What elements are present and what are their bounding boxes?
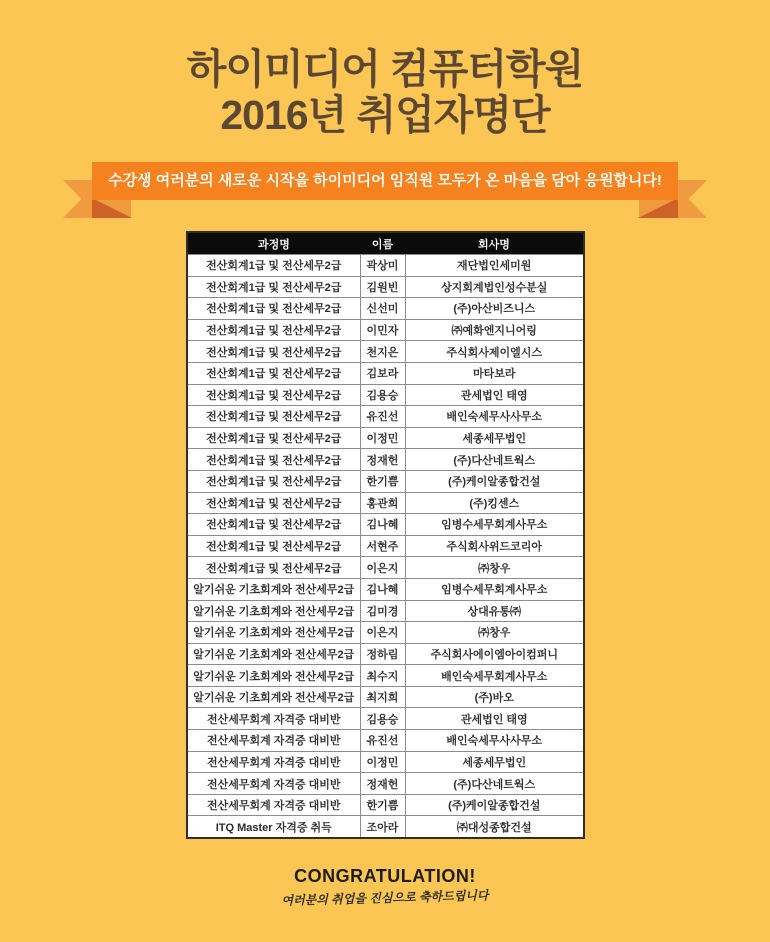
name-cell: 최수지 [360, 665, 405, 687]
course-cell: 전산세무회계 자격증 대비반 [187, 773, 360, 795]
company-cell: 배인숙세무회계사무소 [405, 665, 584, 687]
company-cell: 주식회사에이엠아이컴퍼니 [405, 643, 584, 665]
name-cell: 김나혜 [360, 514, 405, 536]
employment-table [186, 231, 585, 839]
company-cell: ㈜창우 [405, 557, 584, 579]
company-cell: 재단법인세미원 [405, 255, 584, 277]
congratulation-title: CONGRATULATION! [294, 866, 476, 886]
course-cell: 전산세무회계 자격증 대비반 [187, 708, 360, 730]
name-cell: 김나혜 [360, 578, 405, 600]
company-cell: 관세법인 태영 [405, 708, 584, 730]
name-cell: 김원빈 [360, 276, 405, 298]
table-row [187, 492, 584, 514]
table-row [187, 449, 584, 471]
course-cell: 알기쉬운 기초회계와 전산세무2급 [187, 643, 360, 665]
table-row [187, 514, 584, 536]
table-row [187, 535, 584, 557]
course-cell: 전산회계1급 및 전산세무2급 [187, 514, 360, 536]
company-cell: 주식회사위드코리아 [405, 535, 584, 557]
course-cell: 알기쉬운 기초회계와 전산세무2급 [187, 578, 360, 600]
congratulation-block [0, 866, 770, 906]
name-cell: 천지은 [360, 341, 405, 363]
name-cell: 정재헌 [360, 449, 405, 471]
table-row [187, 406, 584, 428]
company-cell: 임병수세무회계사무소 [405, 578, 584, 600]
table-row [187, 730, 584, 752]
ribbon-band [92, 162, 678, 200]
table-row [187, 470, 584, 492]
table-row [187, 751, 584, 773]
course-cell: 전산회계1급 및 전산세무2급 [187, 276, 360, 298]
title-line-2: 2016년 취업자명단 [220, 92, 550, 138]
employment-table-container [186, 231, 583, 839]
header-name: 이름 [360, 232, 405, 255]
name-cell: 정하림 [360, 643, 405, 665]
course-cell: 알기쉬운 기초회계와 전산세무2급 [187, 665, 360, 687]
course-cell: 전산회계1급 및 전산세무2급 [187, 406, 360, 428]
title-line-1: 하이미디어 컴퓨터학원 [186, 46, 584, 92]
table-header-row [187, 232, 584, 255]
name-cell: 유진선 [360, 730, 405, 752]
page-title [0, 46, 770, 138]
company-cell: ㈜대성종합건설 [405, 816, 584, 838]
course-cell: 전산회계1급 및 전산세무2급 [187, 384, 360, 406]
company-cell: 상지회계법인성수분실 [405, 276, 584, 298]
table-row [187, 622, 584, 644]
name-cell: 김용승 [360, 384, 405, 406]
course-cell: 전산세무회계 자격증 대비반 [187, 730, 360, 752]
company-cell: ㈜예화엔지니어링 [405, 319, 584, 341]
table-row [187, 686, 584, 708]
course-cell: 전산회계1급 및 전산세무2급 [187, 470, 360, 492]
name-cell: 정재헌 [360, 773, 405, 795]
name-cell: 이민자 [360, 319, 405, 341]
name-cell: 한기쁨 [360, 794, 405, 816]
company-cell: ㈜창우 [405, 622, 584, 644]
company-cell: 세종세무법인 [405, 427, 584, 449]
table-row [187, 557, 584, 579]
company-cell: 배인숙세무사사무소 [405, 406, 584, 428]
course-cell: ITQ Master 자격증 취득 [187, 816, 360, 838]
name-cell: 조아라 [360, 816, 405, 838]
course-cell: 전산세무회계 자격증 대비반 [187, 751, 360, 773]
course-cell: 전산회계1급 및 전산세무2급 [187, 557, 360, 579]
course-cell: 전산회계1급 및 전산세무2급 [187, 255, 360, 277]
name-cell: 홍관희 [360, 492, 405, 514]
company-cell: 마타보라 [405, 362, 584, 384]
course-cell: 전산회계1급 및 전산세무2급 [187, 298, 360, 320]
table-row [187, 384, 584, 406]
name-cell: 이정민 [360, 427, 405, 449]
course-cell: 알기쉬운 기초회계와 전산세무2급 [187, 600, 360, 622]
table-row [187, 794, 584, 816]
table-row [187, 578, 584, 600]
header-course: 과정명 [187, 232, 360, 255]
course-cell: 알기쉬운 기초회계와 전산세무2급 [187, 622, 360, 644]
ribbon-text: 수강생 여러분의 새로운 시작을 하이미디어 임직원 모두가 온 마음을 담아 응원합니다! [108, 172, 662, 189]
table-row [187, 708, 584, 730]
company-cell: (주)킹센스 [405, 492, 584, 514]
congratulation-subtitle: 여러분의 취업을 진심으로 축하드립니다 [281, 888, 489, 908]
course-cell: 전산회계1급 및 전산세무2급 [187, 319, 360, 341]
table-row [187, 298, 584, 320]
table-row [187, 773, 584, 795]
company-cell: (주)케이알종합건설 [405, 794, 584, 816]
header-company: 회사명 [405, 232, 584, 255]
table-row [187, 816, 584, 838]
company-cell: (주)바오 [405, 686, 584, 708]
table-row [187, 341, 584, 363]
course-cell: 알기쉬운 기초회계와 전산세무2급 [187, 686, 360, 708]
table-row [187, 427, 584, 449]
name-cell: 이정민 [360, 751, 405, 773]
course-cell: 전산회계1급 및 전산세무2급 [187, 492, 360, 514]
table-row [187, 643, 584, 665]
name-cell: 김용승 [360, 708, 405, 730]
course-cell: 전산회계1급 및 전산세무2급 [187, 362, 360, 384]
company-cell: (주)다산네트웍스 [405, 449, 584, 471]
course-cell: 전산회계1급 및 전산세무2급 [187, 449, 360, 471]
table-row [187, 319, 584, 341]
name-cell: 김보라 [360, 362, 405, 384]
name-cell: 김미경 [360, 600, 405, 622]
name-cell: 이은지 [360, 622, 405, 644]
company-cell: 임병수세무회계사무소 [405, 514, 584, 536]
name-cell: 신선미 [360, 298, 405, 320]
course-cell: 전산회계1급 및 전산세무2급 [187, 341, 360, 363]
table-row [187, 362, 584, 384]
table-row [187, 665, 584, 687]
table-row [187, 255, 584, 277]
company-cell: 배인숙세무사사무소 [405, 730, 584, 752]
course-cell: 전산회계1급 및 전산세무2급 [187, 427, 360, 449]
company-cell: (주)아산비즈니스 [405, 298, 584, 320]
company-cell: 세종세무법인 [405, 751, 584, 773]
table-row [187, 600, 584, 622]
name-cell: 유진선 [360, 406, 405, 428]
name-cell: 최지희 [360, 686, 405, 708]
name-cell: 곽상미 [360, 255, 405, 277]
name-cell: 한기쁨 [360, 470, 405, 492]
company-cell: (주)다산네트웍스 [405, 773, 584, 795]
name-cell: 이은지 [360, 557, 405, 579]
course-cell: 전산회계1급 및 전산세무2급 [187, 535, 360, 557]
table-row [187, 276, 584, 298]
course-cell: 전산세무회계 자격증 대비반 [187, 794, 360, 816]
company-cell: 주식회사제이엘시스 [405, 341, 584, 363]
company-cell: 관세법인 태영 [405, 384, 584, 406]
name-cell: 서현주 [360, 535, 405, 557]
company-cell: 상대유통㈜ [405, 600, 584, 622]
company-cell: (주)케이알종합건설 [405, 470, 584, 492]
